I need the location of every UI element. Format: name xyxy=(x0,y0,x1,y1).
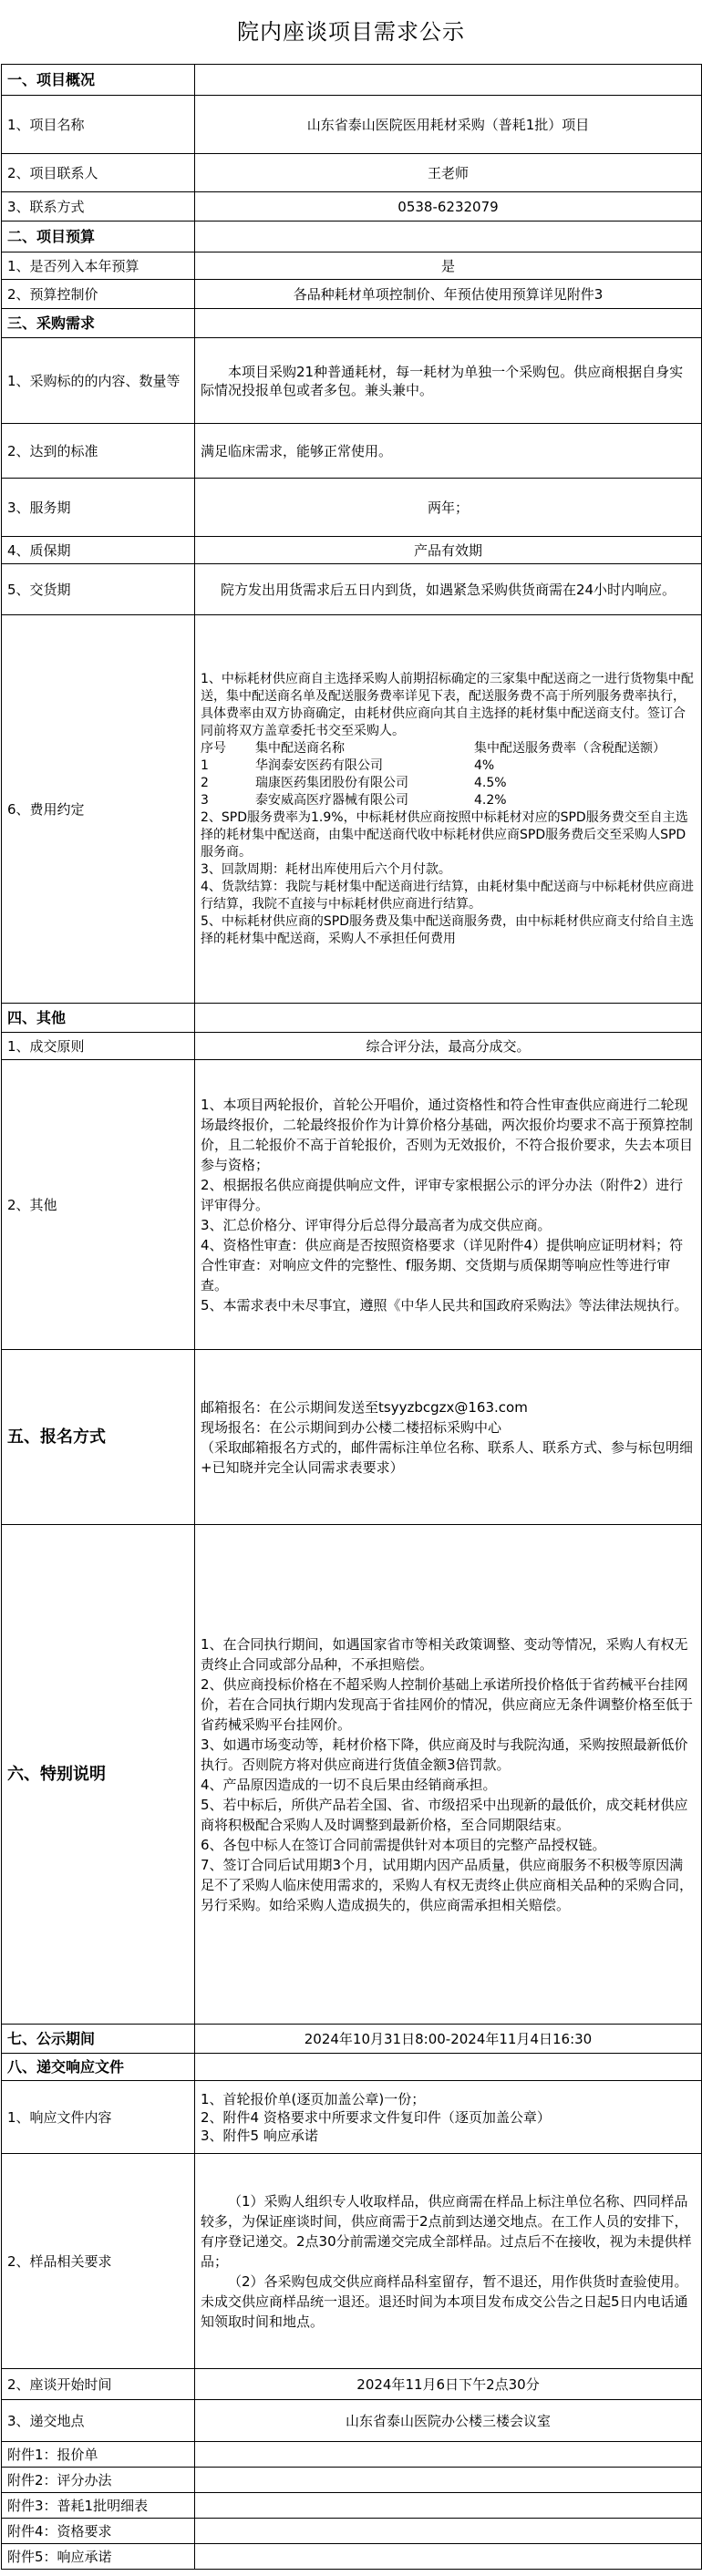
attachment-row xyxy=(2,2493,702,2519)
list-item: 2、根据报名供应商提供响应文件，评审专家根据公示的评分办法（附件2）进行评审得分。 xyxy=(201,1176,684,1213)
list-item: 邮箱报名：在公示期间发送至tsyyzbcgzx@163.com xyxy=(201,1398,528,1416)
table-cell: 4.5% xyxy=(474,775,507,790)
section-row xyxy=(2,222,702,252)
list-item: 3、附件5 响应承诺 xyxy=(201,2127,318,2144)
warranty-period: 产品有效期 xyxy=(195,537,702,564)
fee-agreement xyxy=(195,615,702,1004)
section-header: 六、特别说明 xyxy=(2,1525,195,2025)
response-docs xyxy=(195,2081,702,2154)
table-cell: 华润泰安医药有限公司 xyxy=(255,757,383,773)
table-cell: 泰安威高医疗器械有限公司 xyxy=(255,792,408,808)
table-row xyxy=(2,1060,702,1350)
row-label: 2、样品相关要求 xyxy=(2,2154,195,2369)
table-row xyxy=(2,1350,702,1525)
row-label: 1、是否列入本年预算 xyxy=(2,252,195,280)
table-row xyxy=(2,2081,702,2154)
other-terms xyxy=(195,1060,702,1350)
fee-paragraph: 3、回款周期：耗材出库使用后六个月付款。 xyxy=(201,861,451,877)
row-label: 1、响应文件内容 xyxy=(2,2081,195,2154)
table-row xyxy=(2,252,702,280)
table-cell: 瑞康医药集团股份有限公司 xyxy=(255,775,408,790)
section-header: 四、其他 xyxy=(2,1004,195,1033)
section-header: 一、项目概况 xyxy=(2,65,195,96)
table-row xyxy=(2,2154,702,2369)
row-label: 1、项目名称 xyxy=(2,96,195,154)
attachment-row xyxy=(2,2544,702,2570)
delivery-period: 院方发出用货需求后五日内到货，如遇紧急采购供货商需在24小时内响应。 xyxy=(195,564,702,615)
list-item: 3、如遇市场变动等，耗材价格下降，供应商及时与我院沟通，采购按照最新低价执行。否则院方将对供应商进行货值金额3倍罚款。 xyxy=(201,1736,688,1773)
attachment-label: 附件2：评分办法 xyxy=(2,2468,195,2493)
attachment-label: 附件5：响应承诺 xyxy=(2,2544,195,2570)
row-label: 2、座谈开始时间 xyxy=(2,2369,195,2400)
table-row xyxy=(2,1525,702,2025)
row-label: 4、质保期 xyxy=(2,537,195,564)
table-row xyxy=(2,96,702,154)
table-row xyxy=(2,615,702,1004)
table-cell: 4% xyxy=(474,757,495,773)
meeting-start-time: 2024年11月6日下午2点30分 xyxy=(195,2369,702,2400)
row-label: 2、达到的标准 xyxy=(2,424,195,479)
section-header: 三、采购需求 xyxy=(2,309,195,338)
table-row xyxy=(2,2025,702,2054)
list-item: 现场报名：在公示期间到办公楼二楼招标采购中心 xyxy=(201,1418,502,1436)
project-name: 山东省泰山医院医用耗材采购（普耗1批）项目 xyxy=(195,96,702,154)
special-notes xyxy=(195,1525,702,2025)
distributor-fee-table xyxy=(201,740,696,809)
table-row xyxy=(2,479,702,537)
row-label: 1、成交原则 xyxy=(2,1033,195,1060)
service-period: 两年； xyxy=(195,479,702,537)
project-contact: 王老师 xyxy=(195,154,702,192)
row-label: 2、其他 xyxy=(2,1060,195,1350)
list-item: 5、本需求表中未尽事宜，遵照《中华人民共和国政府采购法》等法律法规执行。 xyxy=(201,1296,688,1314)
list-item: 2、供应商投标价格在不超采购人控制价基础上承诺所投价格低于省药械平台挂网价，若在合同执行期内发现高于省挂网价的情况，供应商应无条件调整价格至低于省药械采购平台挂网价。 xyxy=(201,1675,694,1733)
list-item: 6、各包中标人在签订合同前需提供针对本项目的完整产品授权链。 xyxy=(201,1836,606,1853)
page-title: 院内座谈项目需求公示 xyxy=(237,19,465,45)
table-cell: 4.2% xyxy=(474,792,507,808)
award-principle: 综合评分法，最高分成交。 xyxy=(195,1033,702,1060)
list-item: 3、汇总价格分、评审得分后总得分最高者为成交供应商。 xyxy=(201,1216,552,1233)
row-label: 3、服务期 xyxy=(2,479,195,537)
fee-paragraph: 4、货款结算：我院与耗材集中配送商进行结算，由耗材集中配送商与中标耗材供应商进行结算，我院不直接与中标耗材供应商进行结算。 xyxy=(201,879,694,912)
fee-paragraph: 2、SPD服务费率为1.9%，中标耗材供应商按照中标耗材对应的SPD服务费交至自主选择的耗材集中配送商，由集中配送商代收中标耗材供应商SPD服务费后交至采购人SPD服务商。 xyxy=(201,809,688,860)
table-header-cell: 集中配送商名称 xyxy=(255,740,345,756)
section-row xyxy=(2,1004,702,1033)
list-item: 4、资格性审查：供应商是否按照资格要求（详见附件4）提供响应证明材料；符合性审查：对响应文件的完整性、f服务期、交货期与质保期等响应性等进行审查。 xyxy=(201,1236,684,1293)
attachment-label: 附件3：普耗1批明细表 xyxy=(2,2493,195,2519)
sample-requirements xyxy=(195,2154,702,2369)
table-row xyxy=(2,564,702,615)
table-row xyxy=(2,537,702,564)
list-item: （采取邮箱报名方式的，邮件需标注单位名称、联系人、联系方式、参与标包明细+已知晓并完全认同需求表要求） xyxy=(201,1438,694,1476)
budget-control-price: 各品种耗材单项控制价、年预估使用预算详见附件3 xyxy=(195,280,702,309)
attachment-row xyxy=(2,2468,702,2493)
requirements-table xyxy=(1,64,702,2570)
table-cell: 1 xyxy=(201,757,209,773)
list-item: 5、若中标后，所供产品若全国、省、市级招采中出现新的最低价，成交耗材供应商将积极配合采购人及时调整到最新价格，至合同期限结束。 xyxy=(201,1796,688,1833)
section-row xyxy=(2,309,702,338)
table-header-cell: 序号 xyxy=(201,740,226,756)
section-row xyxy=(2,65,702,96)
fee-paragraph: 1、中标耗材供应商自主选择采购人前期招标确定的三家集中配送商之一进行货物集中配送，集中配送商名单及配送服务费率详见下表，配送服务费不高于所列服务费率执行，具体费率由双方协商确定，由耗材供应商向其自主选择的耗材集中配送商支付。签订合同前将双方盖章委托书交至采购人。 xyxy=(201,671,694,738)
announcement-period: 2024年10月31日8:00-2024年11月4日16:30 xyxy=(195,2025,702,2054)
registration-method xyxy=(195,1350,702,1525)
list-item: （1）采购人组织专人收取样品，供应商需在样品上标注单位名称、四同样品较多，为保证座谈时间，供应商需于2点前到达递交地点。在工作人员的安排下，有序登记递交。2点30分前需递交完成全部样品。过点后不在接收，视为未提供样品； xyxy=(201,2192,692,2270)
row-label: 2、预算控制价 xyxy=(2,280,195,309)
list-item: 7、签订合同后试用期3个月，试用期内因产品质量，供应商服务不积极等原因满足不了采购人临床使用需求的，采购人有权无责终止供应商相关品种的采购合同，另行采购。如给采购人造成损失的，供应商需承担相关赔偿。 xyxy=(201,1856,694,1913)
table-row xyxy=(2,1033,702,1060)
submission-place: 山东省泰山医院办公楼三楼会议室 xyxy=(195,2400,702,2442)
row-label: 3、递交地点 xyxy=(2,2400,195,2442)
attachment-row xyxy=(2,2442,702,2468)
purchase-content: 本项目采购21种普通耗材，每一耗材为单独一个采购包。供应商根据自身实际情况投报单包或者多包。兼头兼中。 xyxy=(195,338,702,424)
fee-paragraph: 5、中标耗材供应商的SPD服务费及集中配送商服务费，由中标耗材供应商支付给自主选择的耗材集中配送商，采购人不承担任何费用 xyxy=(201,913,695,946)
list-item: 1、首轮报价单(逐页加盖公章)一份； xyxy=(201,2090,426,2107)
section-header: 五、报名方式 xyxy=(2,1350,195,1525)
section-row xyxy=(2,2054,702,2081)
budget-included: 是 xyxy=(195,252,702,280)
table-row xyxy=(2,338,702,424)
list-item: （2）各采购包成交供应商样品科室留存，暂不退还，用作供货时查验使用。未成交供应商样品统一退还。退还时间为本项目发布成交公告之日起5日内电话通知领取时间和地点。 xyxy=(201,2272,688,2330)
row-label: 5、交货期 xyxy=(2,564,195,615)
list-item: 4、产品原因造成的一切不良后果由经销商承担。 xyxy=(201,1776,497,1793)
section-header: 八、递交响应文件 xyxy=(2,2054,195,2081)
attachment-row xyxy=(2,2519,702,2544)
list-item: 1、在合同执行期间，如遇国家省市等相关政策调整、变动等情况，采购人有权无责终止合同或部分品种，不承担赔偿。 xyxy=(201,1635,688,1673)
table-row xyxy=(2,154,702,192)
list-item: 1、本项目两轮报价，首轮公开唱价，通过资格性和符合性审查供应商进行二轮现场最终报价，二轮最终报价作为计算价格分基础，两次报价均要求不高于预算控制价，且二轮报价不高于首轮报价，否则为无效报价，不符合报价要求，失去本项目参与资格； xyxy=(201,1096,694,1173)
table-header-cell: 集中配送服务费率（含税配送额） xyxy=(474,740,666,756)
quality-standard: 满足临床需求，能够正常使用。 xyxy=(195,424,702,479)
table-row xyxy=(2,2369,702,2400)
row-label: 6、费用约定 xyxy=(2,615,195,1004)
table-cell: 3 xyxy=(201,792,209,808)
row-label: 3、联系方式 xyxy=(2,192,195,222)
attachment-label: 附件1：报价单 xyxy=(2,2442,195,2468)
list-item: 2、附件4 资格要求中所要求文件复印件（逐页加盖公章） xyxy=(201,2108,551,2126)
section-header: 二、项目预算 xyxy=(2,222,195,252)
table-row xyxy=(2,2400,702,2442)
contact-phone: 0538-6232079 xyxy=(195,192,702,222)
table-row xyxy=(2,280,702,309)
row-label: 1、采购标的的内容、数量等 xyxy=(2,338,195,424)
table-row xyxy=(2,192,702,222)
row-label: 2、项目联系人 xyxy=(2,154,195,192)
attachment-label: 附件4：资格要求 xyxy=(2,2519,195,2544)
table-cell: 2 xyxy=(201,775,209,790)
table-row xyxy=(2,424,702,479)
section-header: 七、公示期间 xyxy=(2,2025,195,2054)
